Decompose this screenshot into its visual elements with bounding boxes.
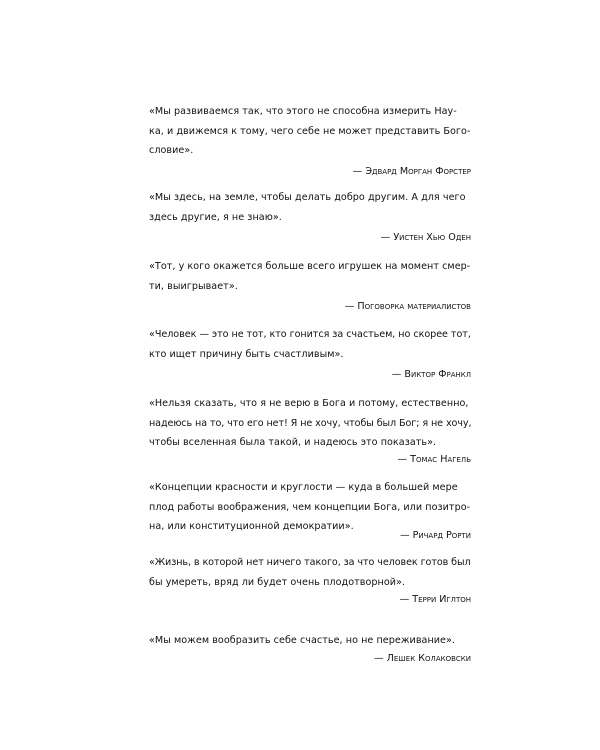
quote-author: — Эдвард Морган Форстер — [352, 165, 471, 177]
quote-line: здесь другие, я не знаю». — [149, 211, 282, 223]
quote-kolakowski — [149, 631, 471, 668]
quote-frankl — [149, 325, 471, 384]
quote-line: ка, и движемся к тому, чего себе не может представить Бого- — [149, 125, 471, 137]
quote-author: — Уистен Хью Оден — [380, 232, 471, 243]
quote-eagleton — [149, 553, 471, 609]
quote-line: «Человек — это не тот, кто гонится за счастьем, но скорее тот, — [149, 329, 471, 340]
quote-text — [149, 188, 471, 227]
quote-line: «Мы здесь, на земле, чтобы делать добро другим. А для чего — [149, 192, 466, 203]
quote-line: чтобы вселенная была такой, и надеюсь это показать». — [149, 437, 437, 448]
quote-author: — Виктор Франкл — [391, 369, 471, 380]
quote-author: — Ричард Рорти — [399, 529, 471, 541]
quote-line: кто ищет причину быть счастливым». — [149, 348, 344, 360]
quote-line: ти, выигрывает». — [149, 280, 238, 292]
quote-line: «Жизнь, в которой нет ничего такого, за что человек готов был — [149, 557, 471, 568]
quote-line: «Мы можем вообразить себе счастье, но не переживание». — [149, 635, 456, 646]
quote-line: «Концепции красности и круглости — куда в большей мере — [149, 482, 458, 493]
quote-line: словие». — [149, 145, 194, 156]
quote-line: «Тот, у кого окажется больше всего игрушек на момент смер- — [149, 261, 471, 272]
quote-text — [149, 631, 471, 651]
quote-materialists — [149, 257, 471, 316]
quote-forster — [149, 102, 471, 181]
quote-author: — Терри Иглтон — [399, 594, 471, 605]
quote-text — [149, 325, 471, 364]
quote-auden — [149, 188, 471, 247]
quote-rorty — [149, 478, 471, 545]
quote-line: плод работы воображения, чем концепции Бога, или позитро- — [149, 501, 471, 513]
quote-text — [149, 102, 471, 161]
quote-line: бы умереть, вряд ли будет очень плодотворной». — [149, 576, 406, 588]
quote-author: — Томас Нагель — [397, 453, 471, 465]
quote-text — [149, 257, 471, 296]
quote-line: на, или конституционной демократии». — [149, 521, 354, 532]
quote-text — [149, 394, 471, 453]
quote-line: «Нельзя сказать, что я не верю в Бога и потому, естественно, — [149, 398, 469, 409]
quote-author: — Лешек Колаковски — [374, 652, 471, 664]
quote-nagel — [149, 394, 471, 469]
quote-line: надеюсь на то, что его нет! Я не хочу, чтобы был Бог; я не хочу, — [149, 417, 472, 429]
quote-text — [149, 553, 471, 592]
quote-line: «Мы развиваемся так, что этого не способна измерить Нау- — [149, 106, 457, 117]
quote-author: — Поговорка материалистов — [344, 301, 471, 312]
